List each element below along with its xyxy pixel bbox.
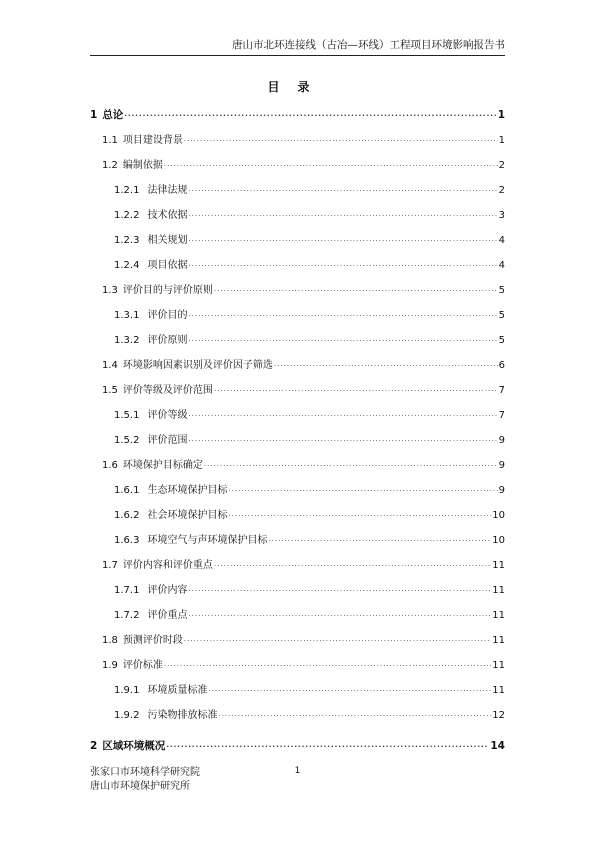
toc-dot-leader bbox=[188, 404, 497, 429]
toc-entry[interactable] bbox=[90, 528, 505, 553]
toc-entry[interactable] bbox=[90, 503, 505, 528]
toc-entry[interactable] bbox=[90, 678, 505, 703]
toc-entry[interactable] bbox=[90, 603, 505, 628]
toc-entry-label: 相关规划 bbox=[147, 235, 188, 246]
toc-entry-page: 7 bbox=[498, 410, 505, 421]
toc-entry-page: 11 bbox=[492, 635, 505, 646]
toc-entry[interactable] bbox=[90, 628, 505, 653]
toc-entry[interactable] bbox=[90, 228, 505, 253]
toc-entry-label: 评价目的与评价原则 bbox=[122, 285, 213, 296]
toc-entry-page: 5 bbox=[498, 285, 505, 296]
toc-entry-page: 9 bbox=[498, 435, 505, 446]
toc-entry[interactable] bbox=[90, 328, 505, 353]
toc-entry-label: 编制依据 bbox=[122, 160, 163, 171]
toc-entry-label: 环境空气与声环境保护目标 bbox=[147, 535, 268, 546]
toc-entry-number: 1.7.2 bbox=[114, 610, 140, 621]
toc-dot-leader bbox=[188, 579, 491, 604]
toc-dot-leader bbox=[188, 179, 497, 204]
toc-dot-leader bbox=[188, 304, 497, 329]
toc-entry[interactable] bbox=[90, 478, 505, 503]
toc-entry-page: 9 bbox=[498, 485, 505, 496]
toc-entry-label: 技术依据 bbox=[147, 210, 188, 221]
toc-title: 目录 bbox=[267, 80, 328, 94]
toc-entry-label: 预测评价时段 bbox=[122, 635, 183, 646]
toc-entry-page: 1 bbox=[498, 135, 505, 146]
toc-dot-leader bbox=[268, 529, 491, 554]
toc-entry-label: 生态环境保护目标 bbox=[147, 485, 228, 496]
toc-entry-page: 6 bbox=[498, 360, 505, 371]
toc-entry[interactable] bbox=[90, 703, 505, 728]
toc-dot-leader bbox=[124, 104, 496, 129]
toc-dot-leader bbox=[208, 679, 491, 704]
toc-entry-label: 环境质量标准 bbox=[147, 685, 208, 696]
toc-entry-page: 11 bbox=[492, 560, 505, 571]
toc-entry[interactable] bbox=[90, 278, 505, 303]
toc-entry[interactable] bbox=[90, 303, 505, 328]
toc-entry-label: 评价内容 bbox=[147, 585, 188, 596]
toc-entry-number: 1.5.1 bbox=[114, 410, 140, 421]
toc-entry-page: 10 bbox=[492, 510, 505, 521]
toc-entry-number: 1.9.2 bbox=[114, 710, 140, 721]
toc-entry-page: 5 bbox=[498, 335, 505, 346]
toc-entry-page: 7 bbox=[498, 385, 505, 396]
toc-entry-number: 1.2.1 bbox=[114, 185, 140, 196]
toc-entry[interactable] bbox=[90, 428, 505, 453]
toc-dot-leader bbox=[274, 354, 498, 379]
toc-entry-number: 1.7 bbox=[102, 560, 118, 571]
toc-dot-leader bbox=[214, 554, 491, 579]
toc-entry-page: 12 bbox=[492, 710, 505, 721]
toc-entry[interactable] bbox=[90, 178, 505, 203]
toc-entry-label: 评价标准 bbox=[122, 660, 163, 671]
toc-entry-number: 1.3.2 bbox=[114, 335, 140, 346]
toc-entry[interactable] bbox=[90, 453, 505, 478]
toc-entry-number: 1.6.1 bbox=[114, 485, 140, 496]
toc-entry-number: 1.6.3 bbox=[114, 535, 140, 546]
footer-org-line-2: 唐山市环境保护研究所 bbox=[90, 781, 190, 792]
toc-entry-page: 2 bbox=[498, 160, 505, 171]
toc-entry-page: 11 bbox=[492, 660, 505, 671]
toc-entry-page: 1 bbox=[497, 109, 505, 121]
toc-entry-number: 1.3 bbox=[102, 285, 118, 296]
toc-dot-leader bbox=[166, 735, 489, 760]
toc-entry-label: 评价内容和评价重点 bbox=[122, 560, 213, 571]
page-header: 唐山市北环连接线（古冶—环线）工程项目环境影响报告书 bbox=[90, 38, 505, 56]
toc-entry-label: 区域环境概况 bbox=[102, 740, 166, 752]
toc-entry-number: 1.2 bbox=[102, 160, 118, 171]
toc-entry-label: 环境影响因素识别及评价因子筛选 bbox=[122, 360, 273, 371]
toc-entry-number: 1.6.2 bbox=[114, 510, 140, 521]
toc-entry-number: 1.9.1 bbox=[114, 685, 140, 696]
toc-entry-number: 1.6 bbox=[102, 460, 118, 471]
toc-dot-leader bbox=[164, 154, 498, 179]
toc-dot-leader bbox=[188, 204, 497, 229]
toc-dot-leader bbox=[214, 279, 498, 304]
toc-entry[interactable] bbox=[90, 103, 505, 128]
toc-dot-leader bbox=[184, 129, 498, 154]
toc-entry-label: 法律法规 bbox=[147, 185, 188, 196]
toc-dot-leader bbox=[228, 479, 497, 504]
toc-entry-number: 1.2.4 bbox=[114, 260, 140, 271]
toc-entry-page: 4 bbox=[498, 260, 505, 271]
toc-entry[interactable] bbox=[90, 253, 505, 278]
footer-page-number: 1 bbox=[294, 766, 301, 776]
toc-dot-leader bbox=[188, 604, 491, 629]
toc-entry-page: 5 bbox=[498, 310, 505, 321]
toc-entry[interactable] bbox=[90, 403, 505, 428]
toc-entry-number: 1.8 bbox=[102, 635, 118, 646]
toc-entry[interactable] bbox=[90, 578, 505, 603]
toc-entry-number: 1.2.2 bbox=[114, 210, 140, 221]
toc-entry[interactable] bbox=[90, 128, 505, 153]
toc-entry-label: 污染物排放标准 bbox=[147, 710, 218, 721]
toc-dot-leader bbox=[184, 629, 491, 654]
toc-entry-label: 评价原则 bbox=[147, 335, 188, 346]
toc-entry-label: 项目建设背景 bbox=[122, 135, 183, 146]
toc-entry-number: 2 bbox=[90, 740, 98, 752]
toc-entry-label: 环境保护目标确定 bbox=[122, 460, 203, 471]
toc-entry-page: 11 bbox=[492, 610, 505, 621]
toc-dot-leader bbox=[218, 704, 491, 729]
toc-entry-page: 11 bbox=[492, 585, 505, 596]
toc-dot-leader bbox=[188, 229, 497, 254]
toc-entry-page: 9 bbox=[498, 460, 505, 471]
toc-dot-leader bbox=[214, 379, 498, 404]
toc-entry-number: 1.7.1 bbox=[114, 585, 140, 596]
toc-entry-number: 1.2.3 bbox=[114, 235, 140, 246]
toc-entry-page: 14 bbox=[490, 740, 505, 752]
toc-entry-page: 11 bbox=[492, 685, 505, 696]
toc-entry[interactable] bbox=[90, 378, 505, 403]
toc-entry-label: 评价等级及评价范围 bbox=[122, 385, 213, 396]
toc-entry-number: 1 bbox=[90, 109, 98, 121]
toc-entry-label: 评价等级 bbox=[147, 410, 188, 421]
toc-dot-leader bbox=[164, 654, 491, 679]
toc-entry[interactable] bbox=[90, 203, 505, 228]
toc-entry-label: 评价重点 bbox=[147, 610, 188, 621]
table-of-contents bbox=[90, 103, 505, 759]
toc-entry-number: 1.1 bbox=[102, 135, 118, 146]
toc-entry[interactable] bbox=[90, 553, 505, 578]
toc-entry-number: 1.5 bbox=[102, 385, 118, 396]
toc-entry-number: 1.5.2 bbox=[114, 435, 140, 446]
toc-entry-number: 1.9 bbox=[102, 660, 118, 671]
toc-entry-label: 评价范围 bbox=[147, 435, 188, 446]
toc-entry-page: 10 bbox=[492, 535, 505, 546]
toc-entry[interactable] bbox=[90, 353, 505, 378]
toc-entry[interactable] bbox=[90, 734, 505, 759]
toc-entry[interactable] bbox=[90, 153, 505, 178]
toc-dot-leader bbox=[188, 429, 497, 454]
toc-entry-number: 1.4 bbox=[102, 360, 118, 371]
toc-entry-page: 2 bbox=[498, 185, 505, 196]
toc-entry-number: 1.3.1 bbox=[114, 310, 140, 321]
toc-entry-label: 评价目的 bbox=[147, 310, 188, 321]
toc-entry-label: 项目依据 bbox=[147, 260, 188, 271]
toc-entry[interactable] bbox=[90, 653, 505, 678]
toc-entry-label: 总论 bbox=[102, 109, 124, 121]
toc-entry-page: 3 bbox=[498, 210, 505, 221]
toc-dot-leader bbox=[204, 454, 498, 479]
toc-entry-label: 社会环境保护目标 bbox=[147, 510, 228, 521]
toc-dot-leader bbox=[188, 254, 497, 279]
toc-dot-leader bbox=[188, 329, 497, 354]
footer-org-line-1: 张家口市环境科学研究院 bbox=[90, 767, 200, 778]
toc-dot-leader bbox=[228, 504, 491, 529]
toc-entry-page: 4 bbox=[498, 235, 505, 246]
